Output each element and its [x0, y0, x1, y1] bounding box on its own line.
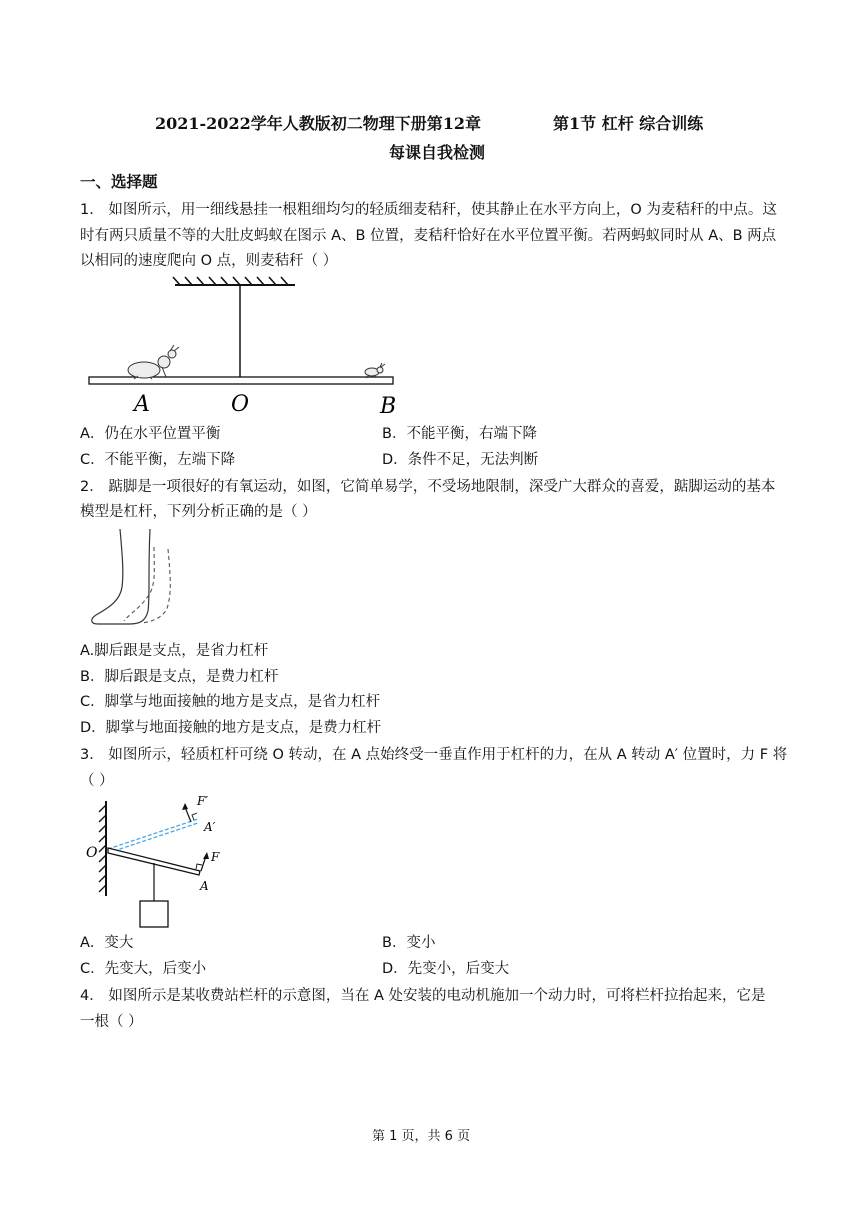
q4-line-1: 4． 如图所示是某收费站栏杆的示意图，当在 A 处安装的电动机施加一个动力时，可将栏杆拉抬起来，它是: [80, 988, 766, 1004]
q2-foot-figure: [84, 527, 184, 627]
q3-option-b: B．变小: [382, 935, 436, 951]
q1-label-b: B: [380, 394, 397, 419]
q2-line-2: 模型是杠杆，下列分析正确的是（ ）: [80, 504, 317, 520]
wall-hatch: [99, 805, 106, 892]
page-number: 第 1 页，共 6 页: [372, 1129, 471, 1144]
q3-option-a: A．变大: [80, 935, 134, 951]
q1-label-a: A: [134, 392, 150, 417]
q3-label-f: F: [211, 850, 220, 864]
q3-option-c: C．先变大，后变小: [80, 961, 207, 977]
q2-option-c: C．脚掌与地面接触的地方是支点，是省力杠杆: [80, 694, 381, 710]
title-right: 第1节 杠杆 综合训练: [553, 114, 704, 133]
lever-dashed-lower: [108, 823, 198, 853]
q1-label-o: O: [231, 392, 250, 417]
weight-block: [140, 901, 168, 927]
q2-option-b: B．脚后跟是支点，是费力杠杆: [80, 669, 279, 685]
lever-dashed-upper: [108, 819, 198, 849]
title-left: 2021-2022学年人教版初二物理下册第12章: [155, 114, 481, 133]
q1-option-d: D．条件不足，无法判断: [382, 452, 539, 468]
ant-small-icon: [365, 363, 385, 378]
q3-line-2: （ ）: [80, 773, 114, 789]
q4-line-2: 一根（ ）: [80, 1014, 143, 1030]
q3-option-d: D．先变小，后变大: [382, 961, 510, 977]
section-heading: 一、选择题: [80, 173, 158, 191]
q1-figure: [80, 275, 410, 420]
q2-option-d: D．脚掌与地面接触的地方是支点，是费力杠杆: [80, 720, 382, 736]
q3-line-1: 3． 如图所示，轻质杠杆可绕 O 转动，在 A 点始终受一垂直作用于杠杆的力，在从 A 转动 A′ 位置时，力 F 将: [80, 747, 788, 763]
q1-line-1: 1． 如图所示，用一细线悬挂一根粗细均匀的轻质细麦秸秆，使其静止在水平方向上，O 为麦秸秆的中点。这: [80, 202, 777, 218]
q3-label-o: O: [86, 845, 98, 861]
subtitle: 每课自我检测: [389, 143, 486, 162]
q1-line-2: 时有两只质量不等的大肚皮蚂蚁在图示 A、B 位置，麦秸秆恰好在水平位置平衡。若两蚂蚁同时从 A、B 两点: [80, 228, 777, 244]
q3-label-a: A: [200, 879, 209, 893]
raised-foot-outline: [124, 547, 170, 623]
q2-line-1: 2． 踮脚是一项很好的有氧运动，如图，它简单易学，不受场地限制，深受广大群众的喜爱，踮脚运动的基本: [80, 479, 776, 495]
ceiling-hatch: [173, 277, 288, 285]
q3-label-a-prime: A′: [204, 820, 216, 834]
q1-option-a: A．仍在水平位置平衡: [80, 426, 221, 442]
q2-option-a: A.脚后跟是支点，是省力杠杆: [80, 643, 269, 659]
q3-label-f-prime: F′: [197, 794, 209, 808]
q1-line-3: 以相同的速度爬向 O 点，则麦秸秆（ ）: [80, 253, 338, 269]
foot-icon: [92, 529, 150, 624]
ant-large-icon: [128, 345, 179, 379]
q1-option-b: B．不能平衡，右端下降: [382, 426, 537, 442]
q1-option-c: C．不能平衡，左端下降: [80, 452, 236, 468]
q3-lever-figure: [80, 793, 240, 933]
